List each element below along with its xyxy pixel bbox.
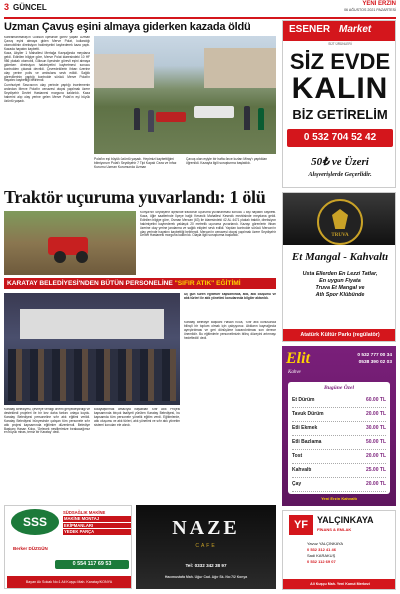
header-rule xyxy=(4,17,396,19)
elit-phone1: 0 532 777 00 34 xyxy=(357,353,392,358)
yf-logo: YF xyxy=(289,515,313,535)
ad-esener[interactable] xyxy=(282,20,396,188)
esener-market: Market xyxy=(339,24,372,35)
elit-menu: Bugüne Özel Et Dürüm 60.00 TL Tavuk Dürüm 20.00 TL Etli Ekmek 30.00 TL Etli Bazlama 50.00 TL Tost 20.00 TL Kahvaltı 25.00 TL Çay 20.00 TL xyxy=(288,382,390,494)
elit-menu-row xyxy=(292,394,386,408)
truva-logo: TRUVA xyxy=(317,199,363,245)
story3-body-col3: Karatay Belediye Başkanı Hasan Kılca, 'Sıfır atık konusunda bilinçli bir toplum olmak için çalışıyoruz. Atıkların kaynağında ayrıştırılması ve geri dönüşüme kazandırılması son derece önemlidir. Bu eğitimlerle personelimizin bilinç düzeyini artırmayı hedefledik' dedi. xyxy=(184,321,276,340)
sss-logo: SSS xyxy=(11,509,59,535)
sss-phone[interactable]: 0 554 117 69 53 xyxy=(55,560,129,569)
story3-body-col1: Karatay Belediyesi, çevreye verdiği önemi gerçekleştirdiği ve destekledi projeleri ile bir kez daha farkını ortaya koydu. Karatay Belediyesi personeline sıfır atık eğitimi verildi. Karatay Belediyesi bünyesinde çalışan tüm personele sıfır atık projesi kapsamında eğitimler düzenlendi. Belediye Başkanı Hasan Kılca, 'Gelecek nesillerimize bırakacağımız en büyük miras, temiz bir Karatay' dedi. xyxy=(4,408,90,435)
yf-address: Ali Kuşçu Mah. Yeni Konut Merkezi xyxy=(283,579,396,590)
ad-naze[interactable] xyxy=(136,505,276,589)
esener-order-note: Alışverişlerde Geçerlidir. xyxy=(308,171,372,178)
elit-menu-price: 20.00 TL xyxy=(365,453,386,459)
elit-menu-price: 60.00 TL xyxy=(365,397,386,403)
issue-date: 06 AĞUSTOS 2021 PAZARTESİ xyxy=(344,8,396,12)
elit-menu-item: Et Dürüm xyxy=(292,397,315,403)
yf-sub: FİNANS & EMLAK xyxy=(317,527,352,532)
esener-sub: SÜT ÜRÜNLERİ xyxy=(328,42,352,46)
yf-name: YALÇINKAYA xyxy=(317,515,374,525)
elit-menu-price: 25.00 TL xyxy=(365,467,386,473)
elit-menu-item: Kahvaltı xyxy=(292,467,312,473)
yf-phone1: 0 532 312 41 46 xyxy=(307,547,336,552)
elit-menu-row xyxy=(292,464,386,478)
story1-body-col1: Kahramanmaraş'ın Göksun ilçesinde görev yapan Uzman Çavuş eşini almaya giden Merve Polat, kullandığı otomobilinin direksiyon hakimiyetini kaybederek kaza yaptı. Kazada hayatını kaybetti. Kaza, Akyiler 1 Mahallesi Mertağa Kavşağında meydana geldi. Edinilen bilgiye göre, Merve Polat idaresindeki 10 HF 986 plakalı otomobil, Göksun ilçesinde görevli eşini almaya giderken direksiyon hakimiyetini kaybetmesi sonucu kontrolden çıkarak devrildi. Çevredekilerin ihbarı üzerine olay yerine polis ve ambulans sevk edildi. Sağlık görevlilerinin yaptığı kontrolde sürücü Merve Polat'ın hayatını kaybettiği belirlendi. Cumhuriyet Savcısının olay yerinde yaptığı incelemenin ardından Merve Polat'ın cenazesi otopsi yapılmak üzere Seydişehir Devlet Hastanesi morguna kaldırıldı. Kaza haberini alıp olay yerine gelen Merve Polat'ın eşi büyük üzüntü yaşadı. xyxy=(4,36,90,103)
esener-line2: KALIN xyxy=(291,72,389,105)
story2-body: Konya'nın Seydişehir ilçesinde traktörün uçuruma yuvarlanması sonucu 1 kişi hayatını kaybetti. Kaza, öğle saatlerinde İlçeye bağlı Kesecik Mahallesi Kesecik mevkisinde meydana geldi. Edinilen bilgiye göre, Osman Mercan (63) ile idaresindeki 42 AL 4471 plakalı traktör, direksiyon hakimiyetini kaybederek yaklaşık 20 metrelik uçuruma yuvarlandı. Kazayı görenlerin ihbarı üzerine olay yerine jandarma ve sağlık ekipleri sevk edildi. Yapılan kontrolde sürücü Mercan'ın olay yerinde hayatını kaybettiği belirlendi. Mercan'ın cenazesi otopsi yapılmak üzere Seydişehir Devlet Hastanesi morguna kaldırıldı. Olayla ilgili soruşturma başlatıldı. xyxy=(140,211,276,238)
esener-line3: BİZ GETİRELİM xyxy=(292,107,388,122)
naze-name: NAZE xyxy=(172,517,240,539)
elit-menu-row xyxy=(292,422,386,436)
elit-menu-row xyxy=(292,478,386,492)
sss-person: Berker DÜZGÜN xyxy=(13,546,48,551)
page-number: 3 xyxy=(4,2,10,12)
elit-menu-price: 50.00 TL xyxy=(365,439,386,445)
elit-menu-item: Çay xyxy=(292,481,302,487)
story1-body-col2: Polat'ın eşi büyük üzüntü yaşadı. Hepimizi kaybettiğimi bilmiyorum Polat'ı Seydişehir 7 Tipi Kapalı Ceza ve İnfaz Kurumu Uzman Kurumunda Uzman xyxy=(94,157,177,169)
esener-phone[interactable]: 0 532 704 52 42 xyxy=(287,129,393,147)
esener-line1: SİZ EVDE xyxy=(289,49,391,74)
story1-headline[interactable]: Uzman Çavuş eşini almaya giderken kazada öldü xyxy=(4,21,251,33)
story3-photo[interactable] xyxy=(4,293,180,405)
ad-truva[interactable]: TRUVA Et Mangal - Kahvaltı Usta Ellerden En Lezzi Tatlar, En uygun Fiyata Truva Et Mangal ve Atlı Spor Klübünde Atatürk Kültür Parkı (regülatör) xyxy=(282,192,396,342)
elit-menu-row xyxy=(292,436,386,450)
naze-address: Hacımustafa Mah. Uğur Cad. Ağır Sk. No:7/2 Konya xyxy=(164,575,248,579)
elit-sub: Kahve xyxy=(288,370,301,375)
elit-phone2: 0538 390 02 03 xyxy=(358,360,392,365)
sss-address: Bayan Alı Sokak No:1 Ali Kuşçu Mah. Karatay/KONYA xyxy=(7,576,131,588)
ad-sss[interactable]: SSS SÜDSAĞLIK MAKİNE MAKİNE MONTAJ EKİPMANLARI YEDEK PARÇA Berker DÜZGÜN 0 554 117 69 53 Bayan Alı Sokak No:1 Ali Kuşçu Mah. Karatay/KONYA xyxy=(4,505,132,589)
story2-headline[interactable]: Traktör uçuruma yuvarlandı: 1 ölü xyxy=(4,187,266,207)
elit-menu-item: Tavuk Dürüm xyxy=(292,411,324,417)
ad-yalcinkaya[interactable] xyxy=(282,510,396,590)
yf-person2: Sadi KARAKUŞ xyxy=(307,553,336,558)
elit-menu-item: Tost xyxy=(292,453,303,459)
elit-menu-item: Etli Ekmek xyxy=(292,425,318,431)
elit-menu-price: 20.00 TL xyxy=(365,411,386,417)
elit-name: Elit xyxy=(286,350,311,367)
esener-brand: ESENER xyxy=(289,24,331,35)
naze-phone[interactable]: Tel: 0332 342 38 97 xyxy=(185,563,227,568)
story1-body-col3: Çavuş olan eşiyle bir hafta önce kızları Miray'ı yaptıkları öğrenildi. Kazayla ilgili soruşturma başlatıldı. xyxy=(186,157,268,165)
story3-intro: Üç gün süren eğitimler kapsamında, atık, atık oluşumu ve atık türleri ile atık yönetimi konularında bilgiler aktarıldı. xyxy=(184,293,276,300)
esener-order-amount: 50₺ ve Üzeri xyxy=(311,156,369,168)
truva-address: Atatürk Kültür Parkı (regülatör) xyxy=(283,329,396,342)
naze-sub: CAFE xyxy=(195,543,217,549)
elit-menu-price: 30.00 TL xyxy=(365,425,386,431)
story3-headline[interactable]: KARATAY BELEDİYESİ'NDEN BÜTÜN PERSONELİNE "SIFIR ATIK" EĞİTİMİ xyxy=(4,278,276,289)
story3-body-col2: kolaylaştırmak amacıyla başlatılan Sıfır Atık Projesi kapsamında birçok faaliyeti yürüten Karatay Belediyesi, bu kapsamda tüm personele yönelik eğitim verdi. Eğitimlerde, atık oluşumu ve atık türleri, atık yönetimi ve sıfır atık yönetim sistemi konuları ele alındı. xyxy=(94,408,180,427)
story1-photo[interactable] xyxy=(94,36,276,154)
story2-photo[interactable] xyxy=(4,211,136,275)
section-title: GÜNCEL xyxy=(13,3,47,12)
elit-footer: Yeni Erzin Kahvaltı xyxy=(321,496,357,501)
paper-name[interactable]: YENİ ERZİN xyxy=(362,1,396,7)
elit-menu-row xyxy=(292,408,386,422)
ad-elit[interactable] xyxy=(282,346,396,506)
yf-person1: Yavuz YALÇINKAYA xyxy=(307,541,344,546)
elit-menu-price: 20.00 TL xyxy=(365,481,386,487)
elit-menu-row xyxy=(292,450,386,464)
yf-phone2: 0 532 112 69 07 xyxy=(307,559,336,564)
truva-title: Et Mangal - Kahvaltı xyxy=(291,251,389,263)
elit-menu-item: Etli Bazlama xyxy=(292,439,322,445)
